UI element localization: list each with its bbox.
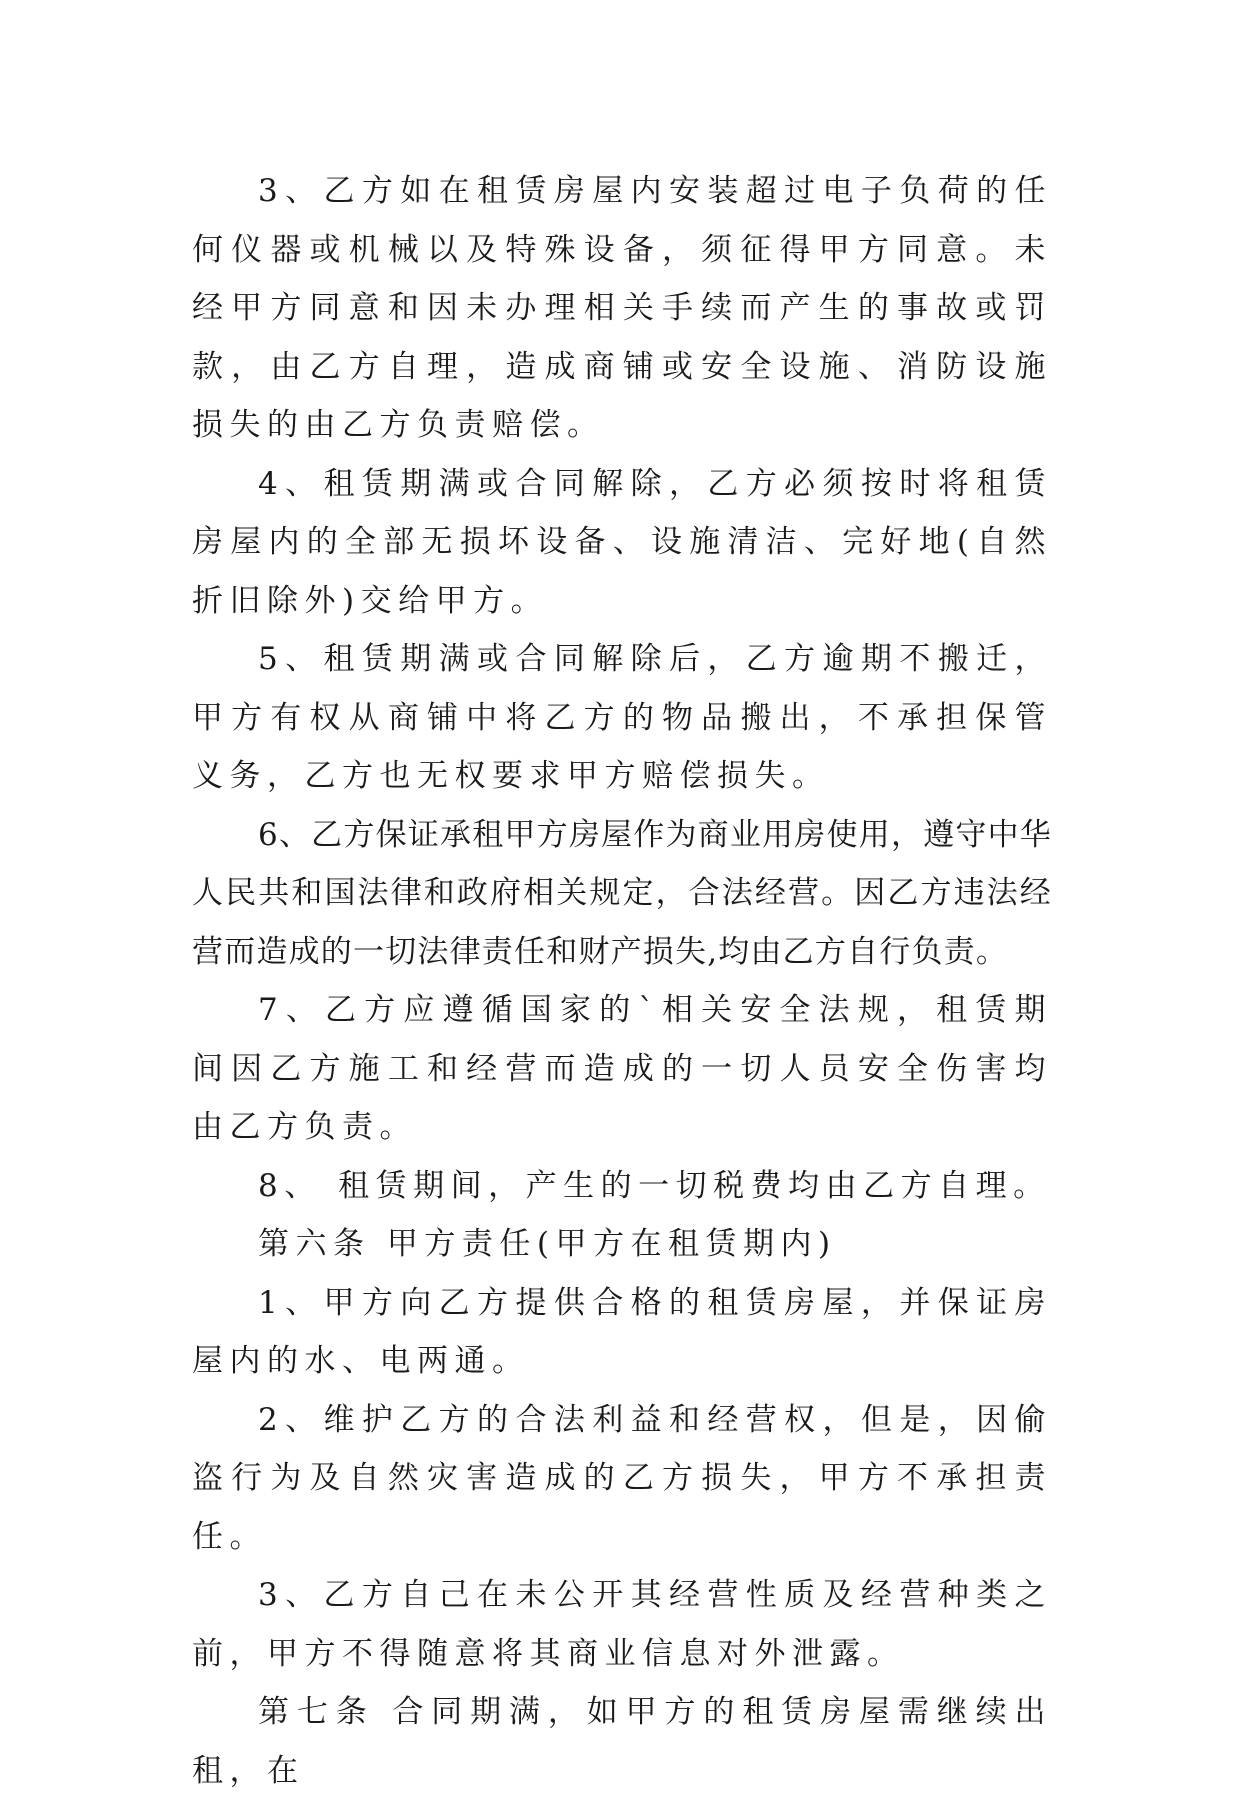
article-7-start: 第七条 合同期满，如甲方的租赁房屋需继续出租，在 bbox=[192, 1694, 1052, 1789]
paragraph-article-6-item-3: 3、乙方自己在未公开其经营性质及经营种类之前，甲方不得随意将其商业信息对外泄露。 bbox=[192, 1577, 1052, 1672]
paragraph-clause-8: 8、 租赁期间，产生的一切税费均由乙方自理。 bbox=[258, 1167, 1051, 1204]
paragraph-article-6-item-2: 2、维护乙方的合法利益和经营权，但是，因偷盗行为及自然灾害造成的乙方损失，甲方不承担责任。 bbox=[192, 1401, 1052, 1555]
contract-text bbox=[192, 162, 1052, 1800]
paragraph-article-6-item-1: 1、甲方向乙方提供合格的租赁房屋，并保证房屋内的水、电两通。 bbox=[192, 1284, 1052, 1379]
paragraph-clause-4: 4、租赁期满或合同解除，乙方必须按时将租赁房屋内的全部无损坏设备、设施清洁、完好地(自然折旧除外)交给甲方。 bbox=[192, 465, 1052, 619]
paragraph-clause-7: 7、乙方应遵循国家的`相关安全法规，租赁期间因乙方施工和经营而造成的一切人员安全伤害均由乙方负责。 bbox=[192, 992, 1052, 1145]
article-6-heading: 第六条 甲方责任(甲方在租赁期内) bbox=[258, 1226, 837, 1262]
paragraph-clause-3: 3、乙方如在租赁房屋内安装超过电子负荷的任何仪器或机械以及特殊设备，须征得甲方同意。未经甲方同意和因未办理相关手续而产生的事故或罚款，由乙方自理，造成商铺或安全设施、消防设施损失的由乙方负责赔偿。 bbox=[192, 173, 1052, 443]
paragraph-clause-5: 5、租赁期满或合同解除后，乙方逾期不搬迁，甲方有权从商铺中将乙方的物品搬出，不承担保管义务，乙方也无权要求甲方赔偿损失。 bbox=[192, 641, 1052, 794]
paragraph-clause-6: 6、乙方保证承租甲方房屋作为商业用房使用，遵守中华人民共和国法律和政府相关规定，合法经营。因乙方违法经营而造成的一切法律责任和财产损失,均由乙方自行负责。 bbox=[192, 816, 1052, 970]
